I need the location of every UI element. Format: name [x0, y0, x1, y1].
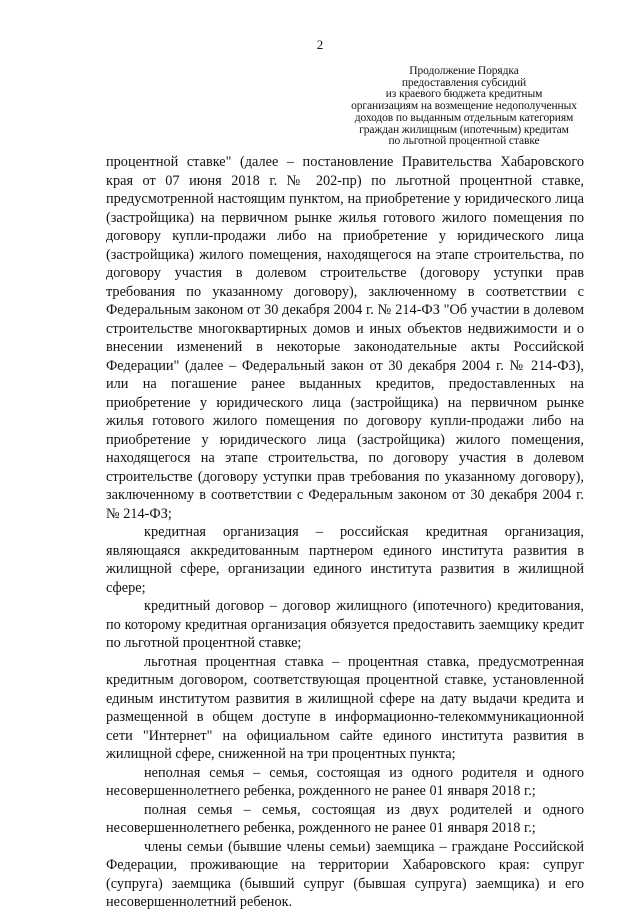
paragraph-preferential-rate: льготная процентная ставка – процентная ставка, предусмотренная кредитным договором, соответствующая процентной ставке, установленной единым институтом развития в жилищной сфере на дату выдачи кредита и размещенной в общем доступе в информационно-телекоммуникационной сети "Интернет" на официальном сайте единого института развития в жилищной сфере, сниженной на три процентных пункта;: [106, 653, 584, 762]
paragraph-incomplete-family: неполная семья – семья, состоящая из одного родителя и одного несовершеннолетнего ребенка, рожденного не ранее 01 января 2018 г.;: [106, 764, 584, 799]
paragraph-credit-organization: кредитная организация – российская кредитная организация, являющаяся аккредитованным партнером единого института развития в жилищной сфере, организации единого института развития в жилищной сфере;: [106, 524, 584, 596]
paragraph-continuation: процентной ставке" (далее – постановление Правительства Хабаровского края от 07 июня 2018 г. № 202-пр) по льготной процентной ставке, предусмотренной настоящим пунктом, на приобретение у юридического лица (застройщика) на первичном рынке жилья готового жилого помещения по договору купли-продажи либо на приобретение у юридического лица (застройщика) жилого помещения, находящегося на этапе строительства, по договору участия в долевом строительстве (договору уступки прав требования по указанному договору), заключенному в соответствии с Федеральным законом от 30 декабря 2004 г. № 214-ФЗ "Об участии в долевом строительстве многоквартирных домов и иных объектов недвижимости и о внесении изменений в некоторые законодательные акты Российской Федерации" (далее – Федеральный закон от 30 декабря 2004 г. № 214-ФЗ), или на погашение ранее выданных кредитов, предоставленных на приобретение у юридического лица (застройщика) на первичном рынке жилья готового жилого помещения по договору купли-продажи либо на приобретение у юридического лица (застройщика) жилого помещения, находящегося на этапе строительства, по договору участия в долевом строительстве (договору уступки прав требования по указанному договору), заключенному в соответствии с Федеральным законом от 30 декабря 2004 г. № 214-ФЗ;: [106, 154, 584, 522]
document-header: [330, 66, 598, 148]
paragraph-credit-agreement: кредитный договор – договор жилищного (ипотечного) кредитования, по которому кредитная организация обязуется предоставить заемщику кредит по льготной процентной ставке;: [106, 598, 584, 651]
document-body: [106, 153, 584, 912]
header-line: доходов по выданным отдельным категориям: [354, 111, 574, 124]
page-number: 2: [316, 37, 324, 52]
header-line: организациям на возмещение недополученных: [351, 100, 577, 113]
paragraph-complete-family: полная семья – семья, состоящая из двух родителей и одного несовершеннолетнего ребенка, рожденного не ранее 01 января 2018 г.;: [106, 801, 584, 836]
header-line: граждан жилищным (ипотечным) кредитам: [359, 123, 569, 136]
header-line: предоставления субсидий: [401, 76, 527, 89]
header-line: из краевого бюджета кредитным: [385, 88, 543, 101]
header-line: по льготной процентной ставке: [388, 135, 540, 148]
header-line: Продолжение Порядка: [409, 65, 519, 77]
paragraph-family-members: члены семьи (бывшие члены семьи) заемщика – граждане Российской Федерации, проживающие на территории Хабаровского края: супруг (супруга) заемщика (бывший супруг (бывшая супруга) заемщика) и его несовершеннолетний ребенок.: [106, 838, 584, 910]
